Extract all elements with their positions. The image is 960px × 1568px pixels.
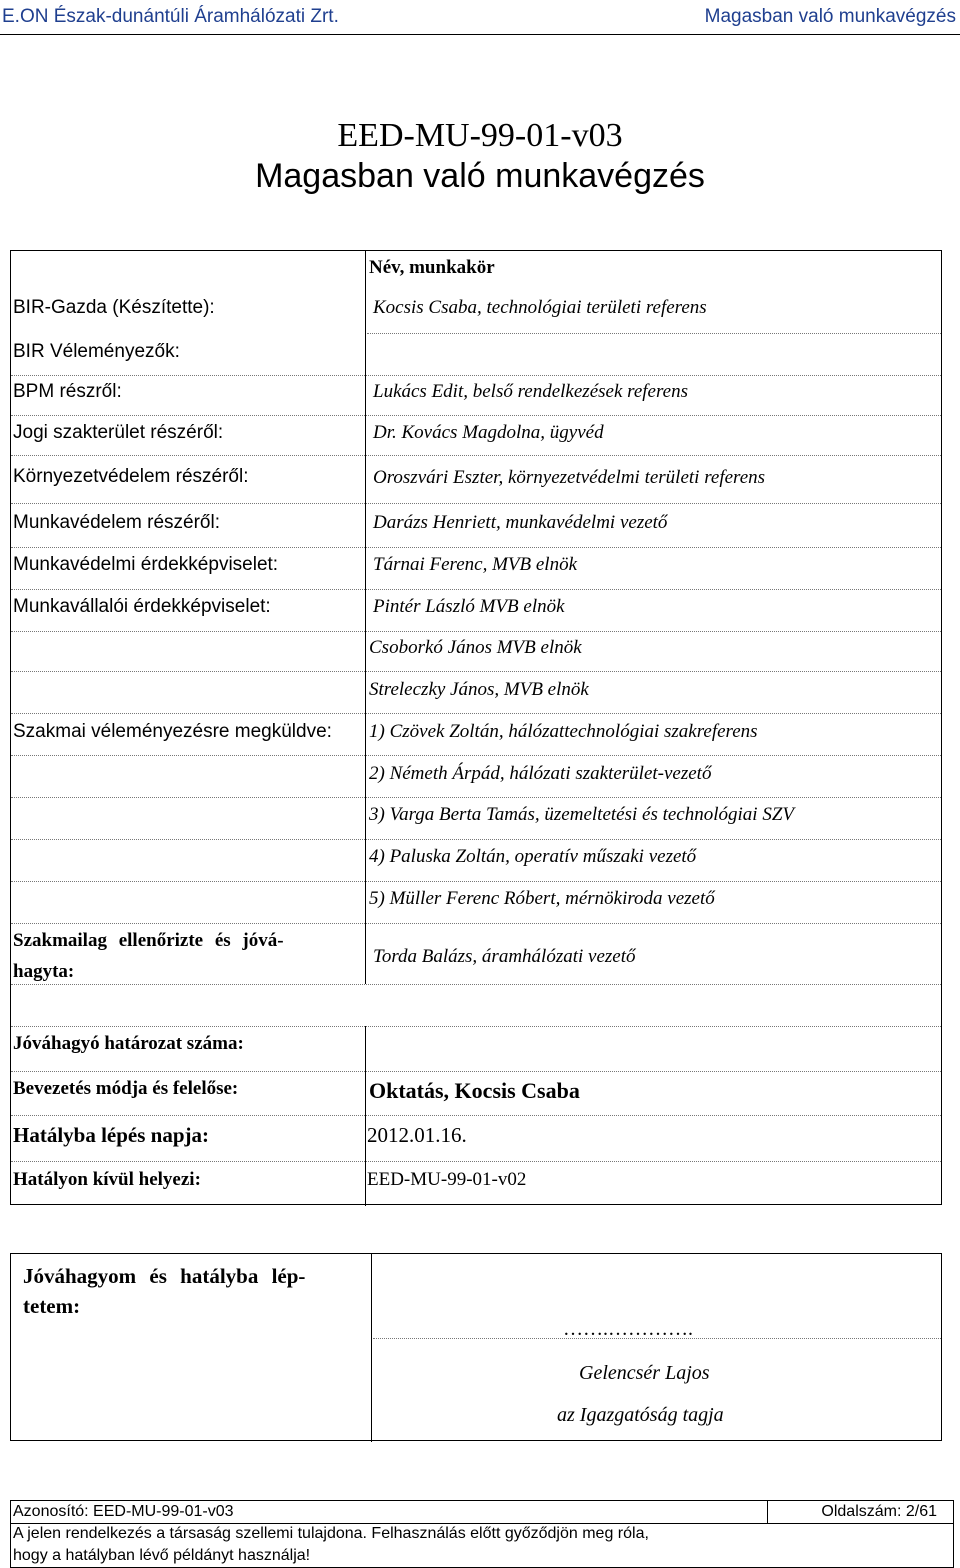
row-divider	[11, 671, 941, 672]
reviewer-item: 3) Varga Berta Tamás, üzemeltetési és technológiai SZV	[369, 804, 795, 825]
row-value-bpm: Lukács Edit, belső rendelkezések referens	[373, 381, 688, 402]
row-divider	[11, 839, 941, 840]
reviewer-item: 1) Czövek Zoltán, hálózattechnológiai szakreferens	[369, 721, 758, 742]
row-divider	[11, 984, 941, 985]
row-label-safety: Munkavédelem részéről:	[13, 512, 220, 533]
effective-value: 2012.01.16.	[367, 1123, 467, 1147]
row-divider	[11, 923, 941, 924]
row-divider	[11, 1161, 941, 1162]
header-divider	[0, 34, 960, 35]
row-divider	[11, 589, 941, 590]
header-doc-title: Magasban való munkavégzés	[704, 6, 956, 27]
row-value-csoborko: Csoborkó János MVB elnök	[369, 637, 582, 658]
footer-id-row	[10, 1500, 954, 1524]
page-footer	[10, 1500, 954, 1568]
review-label: Szakmai véleményezésre megküldve:	[13, 721, 332, 742]
footer-notice	[10, 1523, 954, 1568]
row-label-safety-rep: Munkavédelmi érdekképviselet:	[13, 554, 279, 575]
row-divider	[11, 1115, 941, 1116]
column-divider	[365, 251, 366, 984]
row-divider	[11, 881, 941, 882]
row-divider	[11, 1026, 941, 1027]
reviewer-item: 5) Müller Ferenc Róbert, mérnökiroda vezető	[369, 888, 715, 909]
row-divider	[11, 713, 941, 714]
revoked-label: Hatályon kívül helyezi:	[13, 1169, 201, 1190]
row-value-legal: Dr. Kovács Magdolna, ügyvéd	[373, 422, 604, 443]
row-label-environment: Környezetvédelem részéről:	[13, 466, 249, 487]
document-code: EED-MU-99-01-v03	[337, 117, 623, 154]
reviewer-item: 2) Németh Árpád, hálózati szakterület-vezető	[369, 763, 712, 784]
checked-label-line1: Szakmailag ellenőrizte és jóvá-	[13, 930, 284, 951]
signature-dots: …….………….	[563, 1318, 693, 1340]
decision-label: Jóváhagyó határozat száma:	[13, 1033, 244, 1054]
reviewer-item: 4) Paluska Zoltán, operatív műszaki vezető	[369, 846, 697, 867]
effective-label: Hatályba lépés napja:	[13, 1123, 210, 1147]
column-header-name: Név, munkakör	[369, 257, 495, 278]
row-value-safety-rep: Tárnai Ferenc, MVB elnök	[373, 554, 578, 575]
signer-role: az Igazgatóság tagja	[557, 1404, 724, 1426]
header-company: E.ON Észak-dunántúli Áramhálózati Zrt.	[2, 6, 339, 27]
row-divider	[11, 631, 941, 632]
row-divider	[11, 797, 941, 798]
revoked-value: EED-MU-99-01-v02	[367, 1169, 527, 1190]
document-title	[0, 116, 960, 196]
footer-page-number: Oldalszám: 2/61	[821, 1503, 937, 1520]
document-name: Magasban való munkavégzés	[255, 157, 705, 195]
footer-divider	[767, 1501, 768, 1523]
row-divider	[11, 503, 941, 504]
footer-notice-line1: A jelen rendelkezés a társaság szellemi tulajdona. Felhasználás előtt győződjön meg róla,	[13, 1525, 649, 1542]
approval-signature-box	[10, 1253, 942, 1441]
approval-divider	[371, 1254, 372, 1442]
signer-name: Gelencsér Lajos	[579, 1362, 710, 1384]
row-divider	[367, 333, 941, 334]
row-divider	[11, 375, 941, 376]
page-header	[0, 4, 960, 32]
row-divider	[11, 415, 941, 416]
row-label-bpm: BPM részről:	[13, 381, 122, 402]
intro-value: Oktatás, Kocsis Csaba	[369, 1078, 580, 1103]
row-divider	[11, 547, 941, 548]
row-value-safety: Darázs Henriett, munkavédelmi vezető	[373, 512, 668, 533]
footer-identifier: Azonosító: EED-MU-99-01-v03	[13, 1503, 234, 1520]
row-label-employee-rep: Munkavállalói érdekképviselet:	[13, 596, 271, 617]
row-label-legal: Jogi szakterület részéről:	[13, 422, 224, 443]
footer-notice-line2: hogy a hatályban lévő példányt használja!	[13, 1547, 311, 1564]
row-divider	[11, 755, 941, 756]
row-value-bir-owner: Kocsis Csaba, technológiai területi referens	[373, 297, 707, 318]
column-divider-lower	[365, 1026, 366, 1206]
row-divider	[11, 455, 941, 456]
row-value-employee-rep: Pintér László MVB elnök	[373, 596, 565, 617]
approval-label-line1: Jóváhagyom és hatályba lép-	[23, 1264, 306, 1288]
checked-label-line2: hagyta:	[13, 961, 75, 982]
row-divider	[11, 1071, 941, 1072]
row-value-streleczky: Streleczky János, MVB elnök	[369, 679, 589, 700]
row-label-bir-reviewers: BIR Véleményezők:	[13, 341, 180, 362]
row-value-environment: Oroszvári Eszter, környezetvédelmi területi referens	[373, 467, 766, 488]
checked-value: Torda Balázs, áramhálózati vezető	[373, 946, 636, 967]
approval-label-line2: tetem:	[23, 1294, 81, 1318]
approval-metadata-table	[10, 250, 942, 1205]
row-label-bir-owner: BIR-Gazda (Készítette):	[13, 297, 215, 318]
intro-label: Bevezetés módja és felelőse:	[13, 1078, 239, 1099]
